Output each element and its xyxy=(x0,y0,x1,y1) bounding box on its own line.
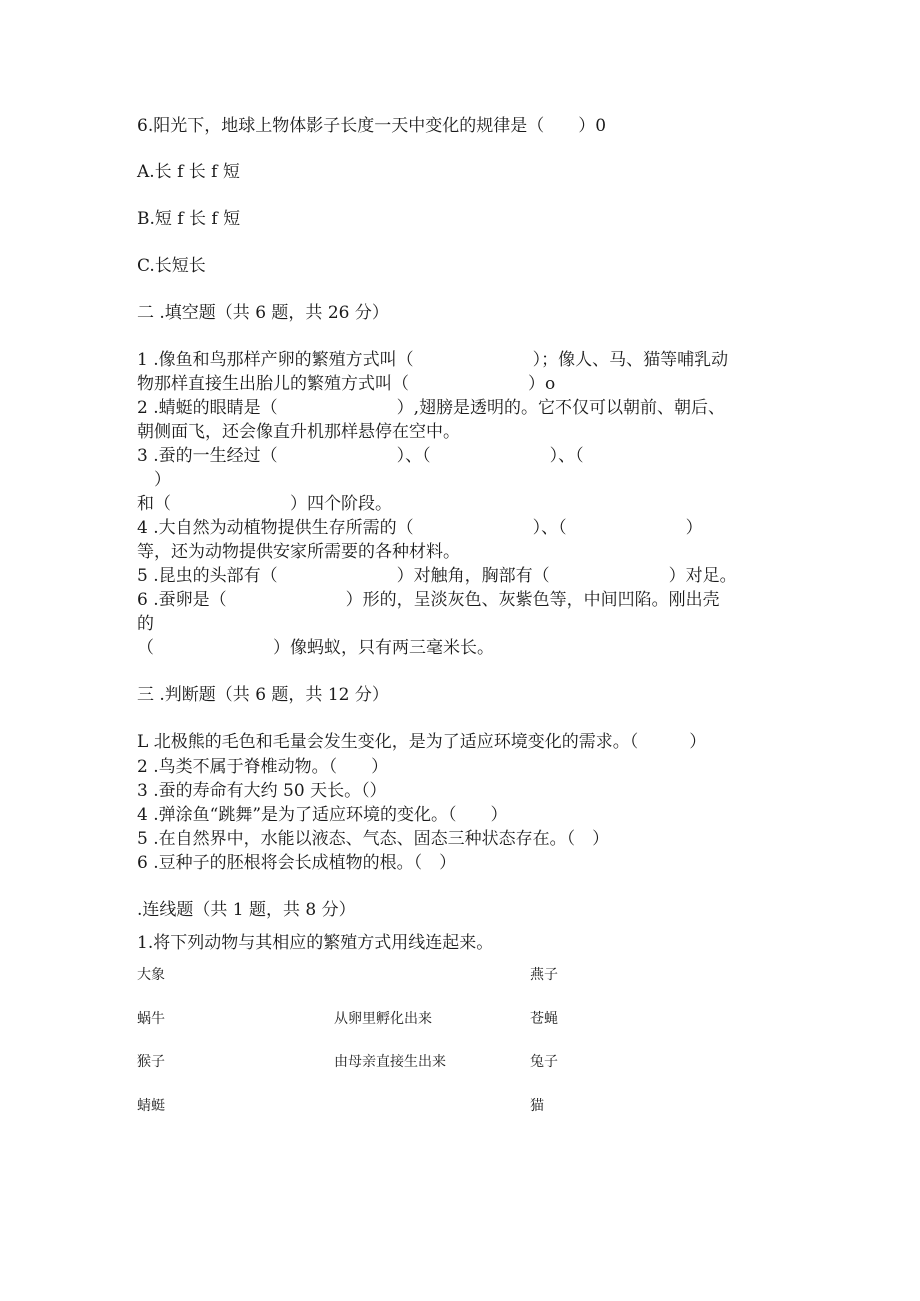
question-6-stem: 6.阳光下，地球上物体影子长度一天中变化的规律是（ ）0 xyxy=(137,116,607,136)
fill-line: 2 .蜻蜓的眼睛是（ ）,翅膀是透明的。它不仅可以朝前、朝后、 xyxy=(137,398,726,418)
section-4-heading: .连线题（共 1 题，共 8 分） xyxy=(137,900,356,920)
fill-line: 5 .昆虫的头部有（ ）对触角，胸部有（ ）对足。 xyxy=(137,566,737,586)
left-animal: 猴子 xyxy=(137,1054,165,1070)
matching-question: 1.将下列动物与其相应的繁殖方式用线连起来。 xyxy=(137,933,494,953)
fill-line: 等，还为动物提供安家所需要的各种材料。 xyxy=(137,542,460,562)
fill-line: （ ）像蚂蚁，只有两三毫米长。 xyxy=(137,638,494,658)
option-a: A.长 f 长 f 短 xyxy=(137,162,240,182)
right-animal: 兔子 xyxy=(530,1054,558,1070)
left-animal: 大象 xyxy=(137,967,165,983)
reproduction-method: 从卵里孵化出来 xyxy=(334,1011,432,1027)
fill-line: 朝侧面飞，还会像直升机那样悬停在空中。 xyxy=(137,422,460,442)
fill-line: 的 xyxy=(137,614,154,634)
fill-line: 6 .蚕卵是（ ）形的，呈淡灰色、灰紫色等，中间凹陷。刚出壳 xyxy=(137,590,720,610)
judge-line: 5 .在自然界中，水能以液态、气态、固态三种状态存在。（ ） xyxy=(137,829,610,849)
left-animal: 蜻蜓 xyxy=(137,1098,165,1114)
reproduction-method: 由母亲直接生出来 xyxy=(334,1054,446,1070)
judge-line: 3 .蚕的寿命有大约 50 天长。（） xyxy=(137,781,387,801)
section-3-heading: 三 .判断题（共 6 题，共 12 分） xyxy=(137,685,389,705)
right-animal: 苍蝇 xyxy=(530,1011,558,1027)
fill-line: 和（ ）四个阶段。 xyxy=(137,494,392,514)
right-animal: 猫 xyxy=(530,1098,544,1114)
fill-line: ） xyxy=(137,470,171,490)
fill-line: 1 .像鱼和鸟那样产卵的繁殖方式叫（ ）；像人、马、猫等哺乳动 xyxy=(137,350,729,370)
judge-line: 2 .鸟类不属于脊椎动物。（ ） xyxy=(137,757,389,777)
judge-line: 6 .豆种子的胚根将会长成植物的根。（ ） xyxy=(137,853,457,873)
left-animal: 蜗牛 xyxy=(137,1011,165,1027)
fill-line: 物那样直接生出胎儿的繁殖方式叫（ ）o xyxy=(137,374,556,394)
judge-line: L 北极熊的毛色和毛量会发生变化，是为了适应环境变化的需求。（ ） xyxy=(137,732,707,752)
judge-line: 4 .弹涂鱼“跳舞”是为了适应环境的变化。（ ） xyxy=(137,805,508,825)
section-2-heading: 二 .填空题（共 6 题，共 26 分） xyxy=(137,303,389,323)
right-animal: 燕子 xyxy=(530,967,558,983)
fill-line: 3 .蚕的一生经过（ ）、（ ）、（ xyxy=(137,446,584,466)
option-c: C.长短长 xyxy=(137,256,206,276)
option-b: B.短 f 长 f 短 xyxy=(137,209,241,229)
fill-line: 4 .大自然为动植物提供生存所需的（ ）、（ ） xyxy=(137,518,703,538)
